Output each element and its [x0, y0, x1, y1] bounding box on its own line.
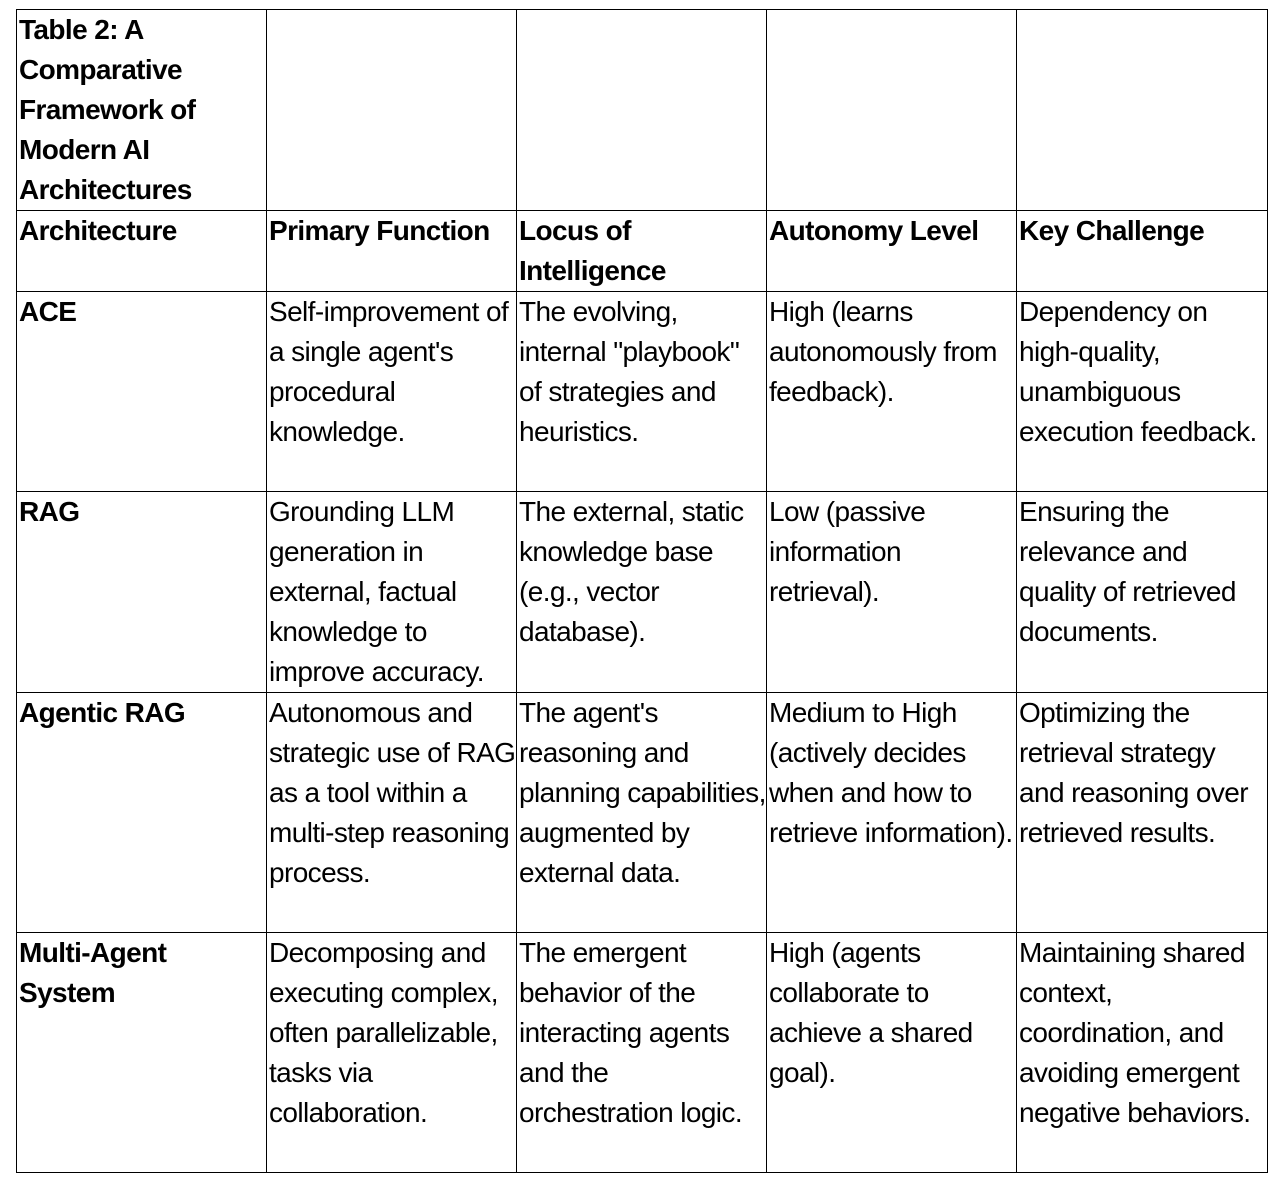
cell-locus: The emergent behavior of the interacting agents and the orchestration logic.	[517, 933, 767, 1173]
table-title: Table 2: A Comparative Framework of Modern AI Architectures	[17, 10, 267, 211]
cell-challenge: Maintaining shared context, coordination, and avoiding emergent negative behaviors.	[1017, 933, 1268, 1173]
title-row	[17, 10, 1268, 211]
empty-cell	[767, 10, 1017, 211]
cell-primary-function: Grounding LLM generation in external, factual knowledge to improve accuracy.	[267, 492, 517, 693]
cell-challenge: Ensuring the relevance and quality of retrieved documents.	[1017, 492, 1268, 693]
cell-primary-function: Decomposing and executing complex, often parallelizable, tasks via collaboration.	[267, 933, 517, 1173]
table-row	[17, 933, 1268, 1173]
column-header-challenge: Key Challenge	[1017, 211, 1268, 292]
cell-architecture: Agentic RAG	[17, 693, 267, 933]
cell-primary-function: Self-improvement of a single agent's procedural knowledge.	[267, 292, 517, 492]
column-header-autonomy: Autonomy Level	[767, 211, 1017, 292]
empty-cell	[1017, 10, 1268, 211]
table-row	[17, 292, 1268, 492]
cell-architecture: RAG	[17, 492, 267, 693]
cell-primary-function: Autonomous and strategic use of RAG as a tool within a multi-step reasoning process.	[267, 693, 517, 933]
cell-architecture: ACE	[17, 292, 267, 492]
cell-autonomy: High (learns autonomously from feedback).	[767, 292, 1017, 492]
cell-locus: The evolving, internal "playbook" of strategies and heuristics.	[517, 292, 767, 492]
cell-autonomy: Medium to High (actively decides when and how to retrieve information).	[767, 693, 1017, 933]
empty-cell	[517, 10, 767, 211]
table-row	[17, 693, 1268, 933]
column-header-locus: Locus of Intelligence	[517, 211, 767, 292]
cell-architecture: Multi-Agent System	[17, 933, 267, 1173]
empty-cell	[267, 10, 517, 211]
column-header-primary-function: Primary Function	[267, 211, 517, 292]
cell-challenge: Optimizing the retrieval strategy and reasoning over retrieved results.	[1017, 693, 1268, 933]
cell-challenge: Dependency on high-quality, unambiguous execution feedback.	[1017, 292, 1268, 492]
cell-locus: The agent's reasoning and planning capabilities, augmented by external data.	[517, 693, 767, 933]
header-row	[17, 211, 1268, 292]
comparison-table	[16, 9, 1268, 1173]
table-row	[17, 492, 1268, 693]
cell-autonomy: Low (passive information retrieval).	[767, 492, 1017, 693]
cell-autonomy: High (agents collaborate to achieve a shared goal).	[767, 933, 1017, 1173]
cell-locus: The external, static knowledge base (e.g., vector database).	[517, 492, 767, 693]
column-header-architecture: Architecture	[17, 211, 267, 292]
